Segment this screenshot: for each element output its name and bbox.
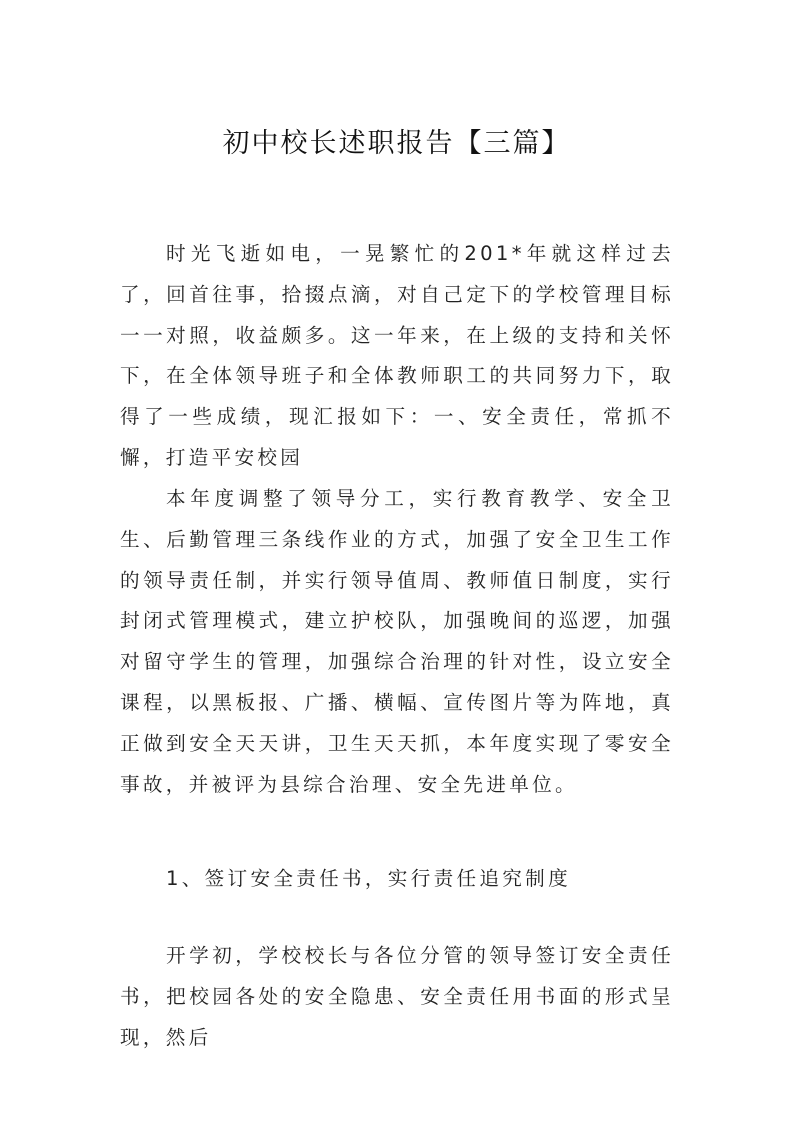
- paragraph-safety-measures: [120, 479, 674, 805]
- paragraph-text: 本年度调整了领导分工，实行教育教学、安全卫生、后勤管理三条线作业的方式，加强了安全卫生工作的领导责任制，并实行领导值周、教师值日制度，实行封闭式管理模式，建立护校队，加强晚间的巡逻，加强对留守学生的管理，加强综合治理的针对性，设立安全课程，以黑板报、广播、横幅、宣传图片等为阵地，真正做到安全天天讲，卫生天天抓，本年度实现了零安全事故，并被评为县综合治理、安全先进单位。: [120, 487, 674, 796]
- paragraph-responsibility-letter: [120, 936, 674, 1058]
- document-title: 初中校长述职报告【三篇】: [222, 128, 571, 159]
- paragraph-text: 时光飞逝如电，一晃繁忙的201*年就这样过去了，回首往事，拾掇点滴，对自己定下的学校管理目标一一对照，收益颇多。这一年来，在上级的支持和关怀下，在全体领导班子和全体教师职工的共同努力下，取得了一些成绩，现汇报如下：一、安全责任，常抓不懈，打造平安校园: [120, 242, 674, 469]
- paragraph-text: 1、签订安全责任书，实行责任追究制度: [166, 867, 571, 890]
- paragraph-text: 开学初，学校校长与各位分管的领导签订安全责任书，把校园各处的安全隐患、安全责任用书面的形式呈现，然后: [120, 944, 674, 1049]
- paragraph-intro: [120, 234, 674, 479]
- section-heading-safety-responsibility: [120, 859, 674, 900]
